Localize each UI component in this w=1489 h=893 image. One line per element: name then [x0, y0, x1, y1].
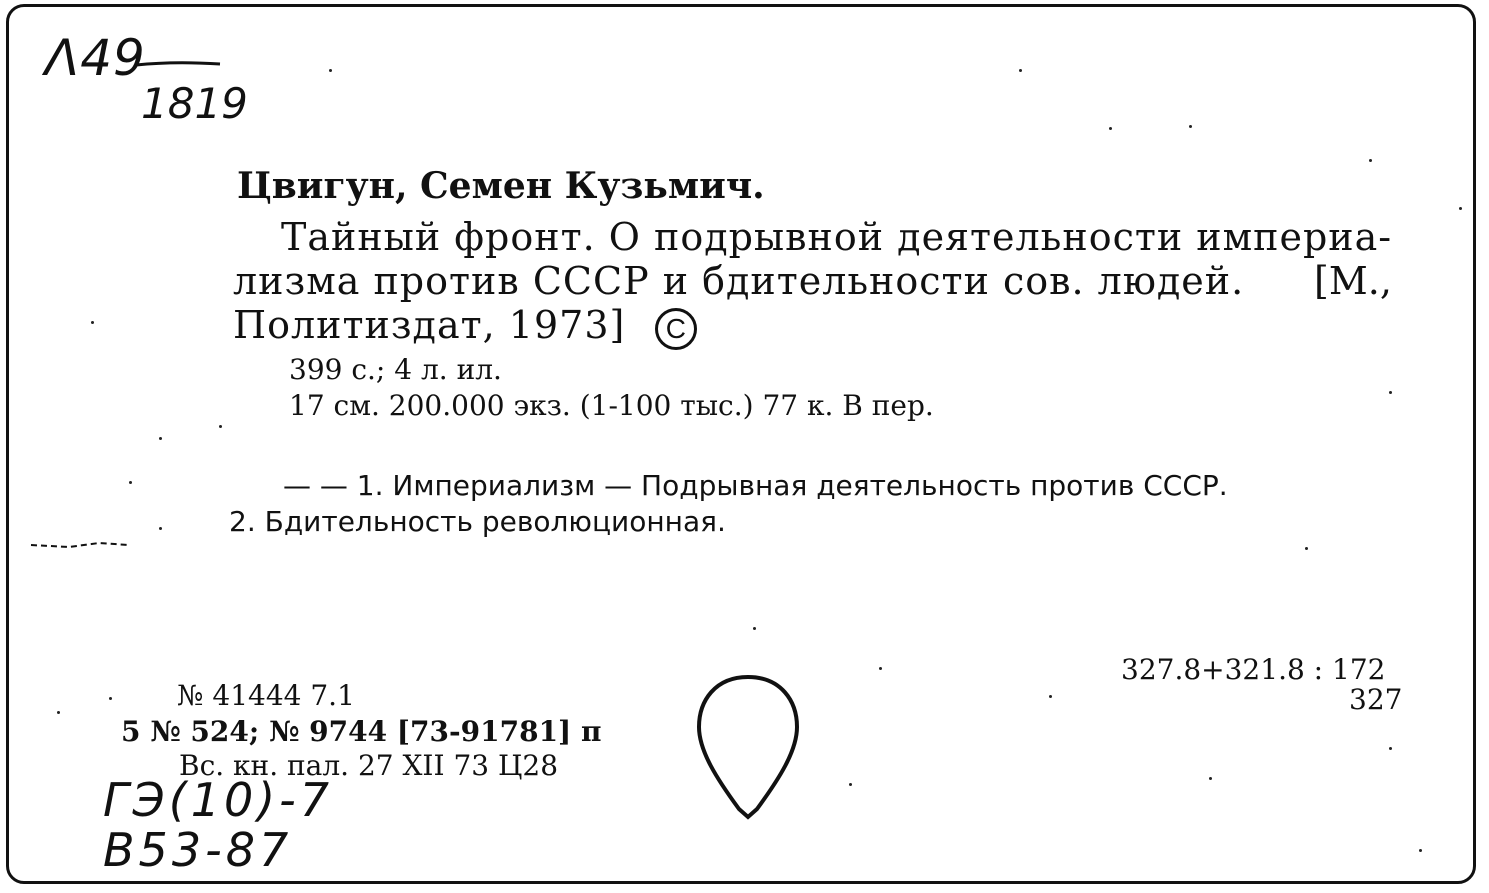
- classification-line-1: 327.8+321.8 : 172: [1121, 653, 1386, 686]
- subjects-line-1: — — 1. Империализм — Подрывная деятельность против СССР.: [283, 469, 1228, 502]
- classification-line-2: 327: [1349, 683, 1403, 716]
- shelf-code-bottom: 1819: [141, 79, 248, 128]
- record-line-2: 5 № 524; № 9744 [73-91781] п: [121, 715, 602, 748]
- publisher-line: [233, 303, 697, 350]
- handwritten-note-1: ГЭ(10)-7: [103, 773, 334, 827]
- place-bracket: [М.,: [1314, 259, 1392, 303]
- handwritten-shelf-code: [45, 29, 146, 87]
- title-line-1: Тайный фронт. О подрывной деятельности империа-: [281, 215, 1393, 259]
- subjects-line-2: 2. Бдительность революционная.: [229, 505, 726, 538]
- format-line: 17 см. 200.000 экз. (1-100 тыс.) 77 к. В пер.: [289, 389, 934, 422]
- handwritten-shelf-number: [141, 79, 248, 128]
- shelf-code-top: Λ49: [45, 29, 146, 87]
- title-line-2: лизма против СССР и бдительности сов. людей.: [233, 259, 1245, 303]
- punch-hole-icon: [695, 671, 801, 821]
- author-heading: Цвигун, Семен Кузьмич.: [237, 165, 765, 207]
- pages-line: 399 с.; 4 л. ил.: [289, 353, 502, 386]
- scan-mark: [29, 537, 139, 553]
- record-line-3: Вс. кн. пал. 27 XII 73 Ц28: [179, 749, 559, 782]
- publisher-text: Политиздат, 1973]: [233, 303, 626, 347]
- shelf-code-underline: [134, 59, 224, 71]
- copyright-icon: C: [655, 308, 697, 350]
- handwritten-note-2: B53-87: [103, 823, 293, 877]
- catalog-card: [6, 4, 1476, 884]
- record-line-1: № 41444 7.1: [177, 679, 355, 712]
